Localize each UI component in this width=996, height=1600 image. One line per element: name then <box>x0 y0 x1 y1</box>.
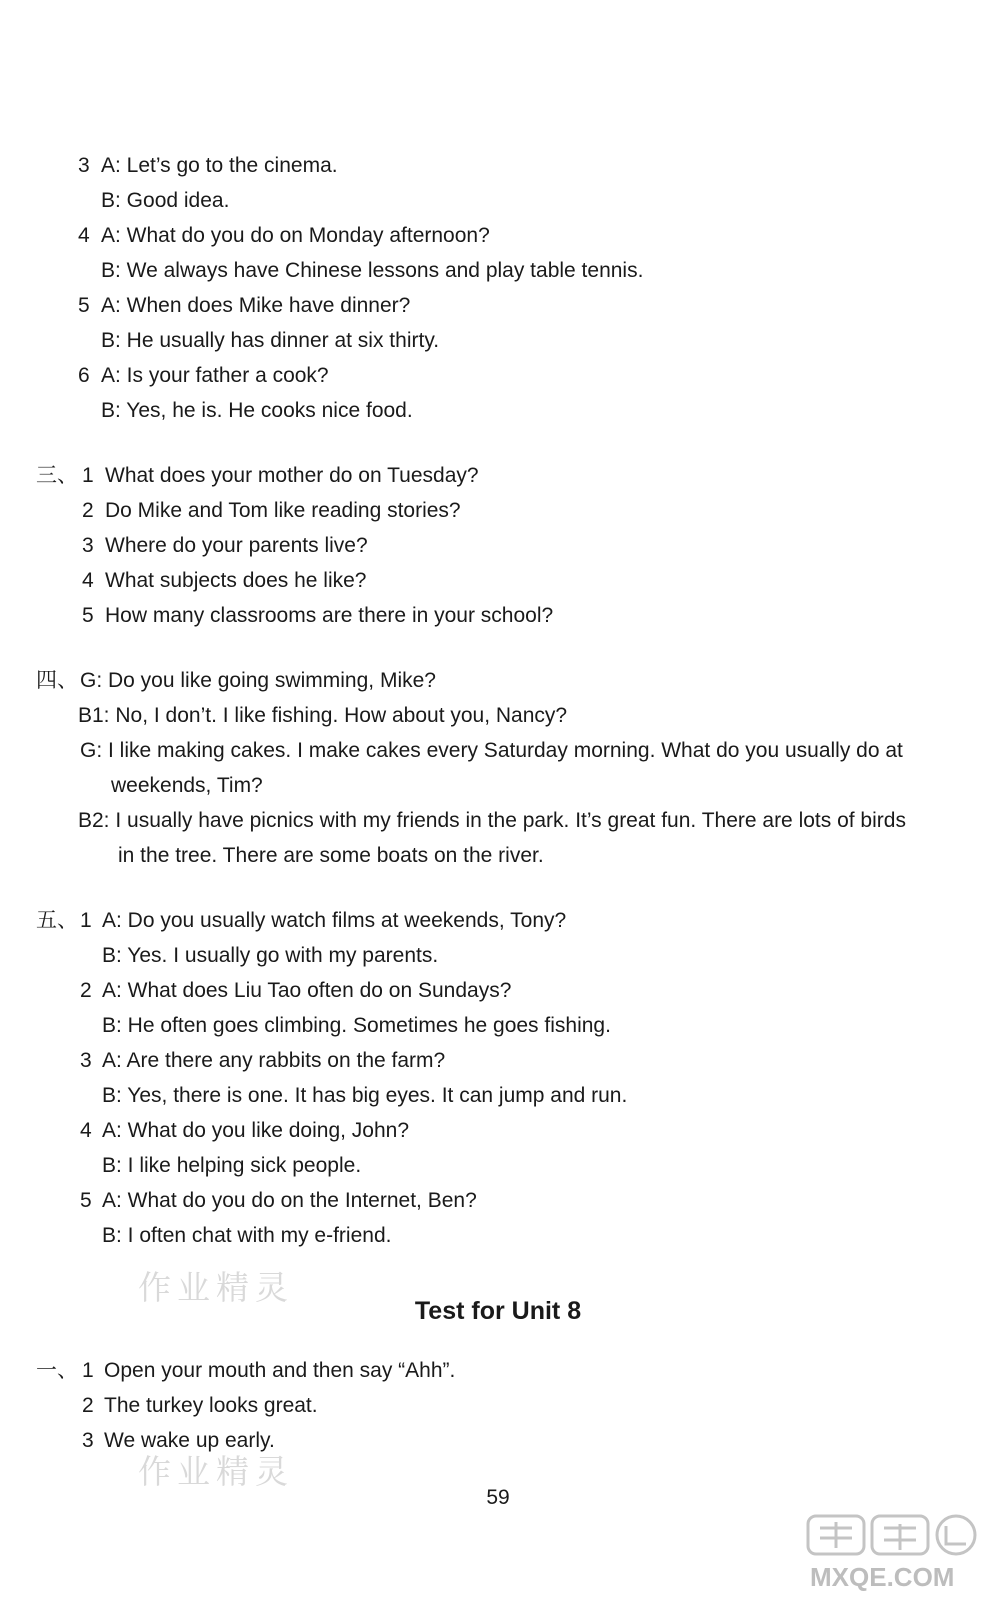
dialogue-line: G: I like making cakes. I make cakes every Saturday morning. What do you usually do at <box>80 739 903 762</box>
page-number: 59 <box>486 1486 510 1509</box>
dialogue-line-b: B: Good idea. <box>101 189 230 212</box>
item-number: 6 <box>78 364 90 387</box>
section-marker: 三、 <box>36 464 78 487</box>
item-number: 4 <box>78 224 90 247</box>
item-number: 2 <box>82 1394 94 1417</box>
dialogue-line-b: B: Yes. I usually go with my parents. <box>102 944 439 967</box>
item-number: 5 <box>82 604 94 627</box>
item-number: 4 <box>80 1119 92 1142</box>
dialogue-line-a: A: What does Liu Tao often do on Sundays? <box>102 979 512 1002</box>
dialogue-line-a: A: Is your father a cook? <box>101 364 329 387</box>
watermark: 作业精灵 <box>138 1452 294 1491</box>
test-title: Test for Unit 8 <box>414 1297 582 1325</box>
item-number: 1 <box>80 909 92 932</box>
dialogue-line-a: A: What do you do on the Internet, Ben? <box>102 1189 477 1212</box>
question-text: How many classrooms are there in your school? <box>105 604 554 627</box>
item-number: 3 <box>78 154 90 177</box>
section-marker: 四、 <box>36 669 78 692</box>
dialogue-line-a: A: Do you usually watch films at weekends, Tony? <box>102 909 567 932</box>
sentence-text: The turkey looks great. <box>104 1394 318 1417</box>
item-number: 3 <box>82 1429 94 1452</box>
item-number: 1 <box>82 464 94 487</box>
dialogue-line-b: B: I often chat with my e-friend. <box>102 1224 392 1247</box>
dialogue-line-b: B: Yes, there is one. It has big eyes. It can jump and run. <box>102 1084 628 1107</box>
dialogue-line-continued: weekends, Tim? <box>111 774 263 797</box>
question-text: What does your mother do on Tuesday? <box>105 464 479 487</box>
sentence-text: We wake up early. <box>104 1429 275 1452</box>
dialogue-line: G: Do you like going swimming, Mike? <box>80 669 436 692</box>
dialogue-line-b: B: He usually has dinner at six thirty. <box>101 329 440 352</box>
item-number: 2 <box>82 499 94 522</box>
dialogue-line-a: A: What do you like doing, John? <box>102 1119 410 1142</box>
item-number: 2 <box>80 979 92 1002</box>
item-number: 3 <box>80 1049 92 1072</box>
section-marker: 五、 <box>36 909 78 932</box>
dialogue-line-a: A: Are there any rabbits on the farm? <box>102 1049 446 1072</box>
question-text: Where do your parents live? <box>105 534 368 557</box>
dialogue-line: B2: I usually have picnics with my friends in the park. It’s great fun. There are lots of birds <box>78 809 906 832</box>
logo-badge-icon <box>806 1512 990 1560</box>
item-number: 5 <box>78 294 90 317</box>
item-number: 4 <box>82 569 94 592</box>
dialogue-line-b: B: Yes, he is. He cooks nice food. <box>101 399 413 422</box>
dialogue-line-b: B: He often goes climbing. Sometimes he goes fishing. <box>102 1014 611 1037</box>
dialogue-line-b: B: We always have Chinese lessons and play table tennis. <box>101 259 644 282</box>
question-text: Do Mike and Tom like reading stories? <box>105 499 461 522</box>
corner-logo <box>806 1512 990 1596</box>
item-number: 3 <box>82 534 94 557</box>
section-marker: 一、 <box>36 1359 78 1382</box>
item-number: 5 <box>80 1189 92 1212</box>
dialogue-line-a: A: What do you do on Monday afternoon? <box>101 224 490 247</box>
sentence-text: Open your mouth and then say “Ahh”. <box>104 1359 456 1382</box>
question-text: What subjects does he like? <box>105 569 367 592</box>
dialogue-line: B1: No, I don’t. I like fishing. How about you, Nancy? <box>78 704 568 727</box>
dialogue-line-b: B: I like helping sick people. <box>102 1154 362 1177</box>
item-number: 1 <box>82 1359 94 1382</box>
dialogue-line-continued: in the tree. There are some boats on the river. <box>118 844 544 867</box>
dialogue-line-a: A: When does Mike have dinner? <box>101 294 411 317</box>
logo-text: MXQE.COM <box>810 1562 955 1592</box>
dialogue-line-a: A: Let’s go to the cinema. <box>101 154 338 177</box>
watermark: 作业精灵 <box>138 1268 294 1307</box>
